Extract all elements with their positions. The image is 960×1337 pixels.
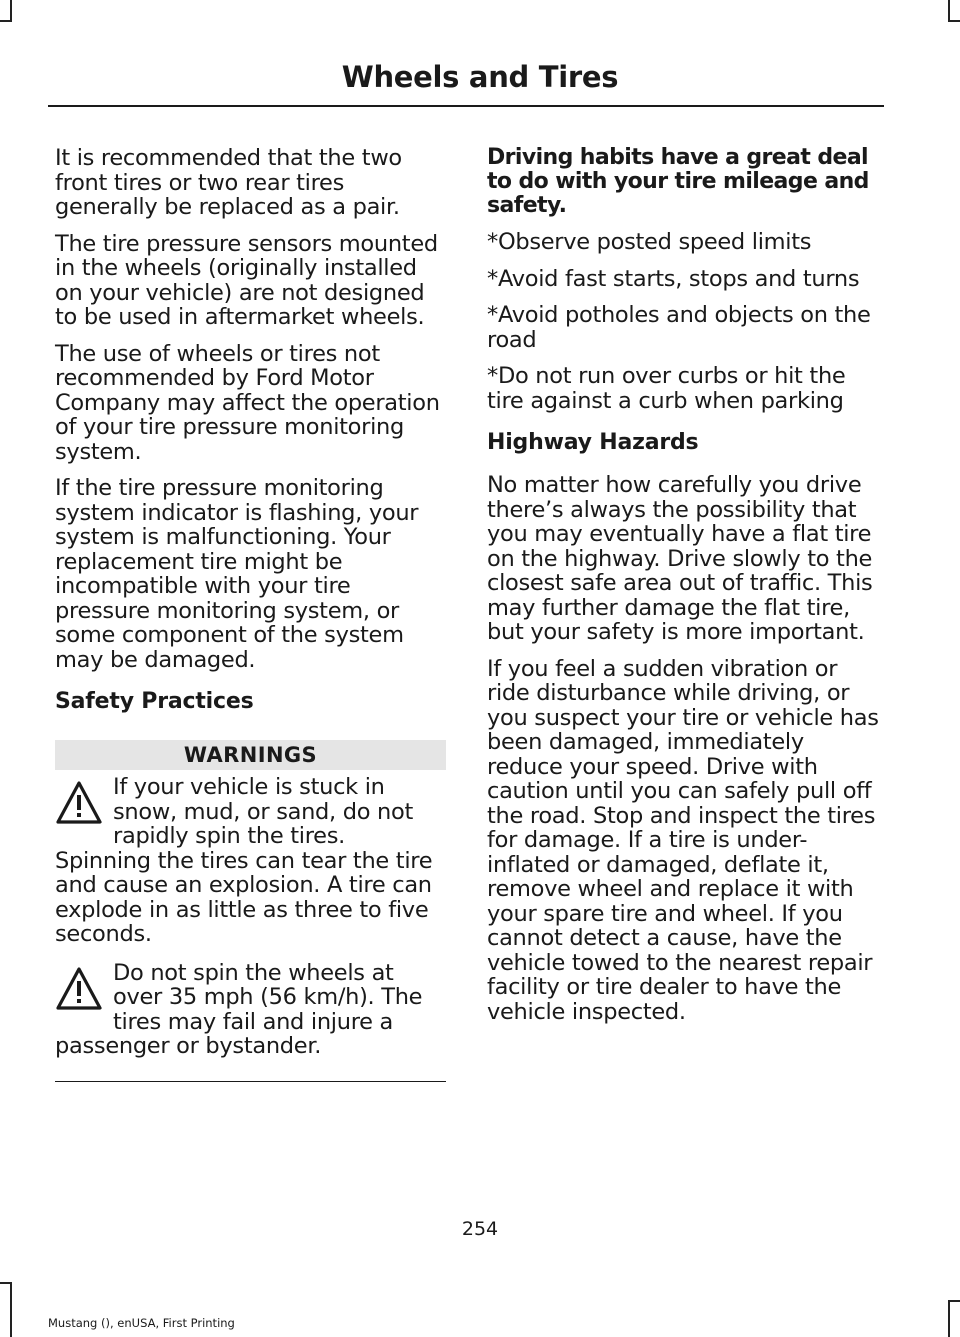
- crop-mark: [10, 1282, 12, 1337]
- section-heading: Driving habits have a great deal to do with your tire mileage and safety.: [487, 145, 869, 218]
- warning-text: Do not spin the wheels at over 35 mph (56 km/h). The tires may fail and injure a passenger or bystander.: [55, 959, 423, 1059]
- tip-item: *Avoid fast starts, stops and turns: [487, 265, 860, 292]
- warning-item: [55, 961, 446, 1059]
- crop-mark: [948, 1300, 950, 1337]
- paragraph: The use of wheels or tires not recommended by Ford Motor Company may affect the operation of your tire pressure monitoring system.: [55, 340, 440, 465]
- crop-mark: [948, 0, 950, 22]
- paragraph: The tire pressure sensors mounted in the wheels (originally installed on your vehicle) are not designed to be used in aftermarket wheels.: [55, 230, 438, 330]
- warning-triangle-icon: [55, 779, 103, 827]
- paragraph: It is recommended that the two front tires or two rear tires generally be replaced as a pair.: [55, 145, 402, 220]
- header-rule: [48, 105, 884, 107]
- warning-item: [55, 775, 446, 947]
- crop-mark: [10, 0, 12, 22]
- page-title: Wheels and Tires: [341, 60, 619, 94]
- paragraph: No matter how carefully you drive there’s always the possibility that you may eventually have a flat tire on the highway. Drive slowly to the closest safe area out of traffic. This may further damage the flat tire, but your safety is more important.: [487, 472, 873, 645]
- warnings-title: WARNINGS: [55, 740, 446, 770]
- warning-triangle-icon: [55, 965, 103, 1013]
- section-heading: Safety Practices: [55, 689, 254, 714]
- crop-mark: [0, 20, 12, 22]
- footer-text: Mustang (), enUSA, First Printing: [48, 1316, 235, 1330]
- tip-item: *Do not run over curbs or hit the tire against a curb when parking: [487, 363, 846, 414]
- page-number: 254: [461, 1218, 499, 1240]
- crop-mark: [948, 20, 960, 22]
- tip-item: *Avoid potholes and objects on the road: [487, 302, 871, 353]
- warning-text: If your vehicle is stuck in snow, mud, or sand, do not rapidly spin the tires. Spinning the tires can tear the tire and cause an explosion. A tire can explode in as little as three to five seconds.: [55, 774, 433, 947]
- warnings-box: [55, 740, 446, 1082]
- section-heading: Highway Hazards: [487, 430, 699, 455]
- warnings-end-rule: [55, 1081, 446, 1083]
- paragraph: If you feel a sudden vibration or ride disturbance while driving, or you suspect your tire or vehicle has been damaged, immediately reduce your speed. Drive with caution until you can safely pull off the road. Stop and inspect the tires for damage. If a tire is under-inflated or damaged, deflate it, remove wheel and replace it with your spare tire and wheel. If you cannot detect a cause, have the vehicle towed to the nearest repair facility or tire dealer to have the vehicle inspected.: [487, 655, 879, 1025]
- crop-mark: [0, 1282, 12, 1284]
- right-column: [487, 146, 881, 1036]
- paragraph: If the tire pressure monitoring system indicator is flashing, your system is malfunctioning. Your replacement tire might be incompatible with your tire pressure monitoring system, or some component of the system may be damaged.: [55, 475, 419, 673]
- crop-mark: [948, 1300, 960, 1302]
- left-column: [55, 146, 446, 1082]
- tip-item: *Observe posted speed limits: [487, 229, 812, 255]
